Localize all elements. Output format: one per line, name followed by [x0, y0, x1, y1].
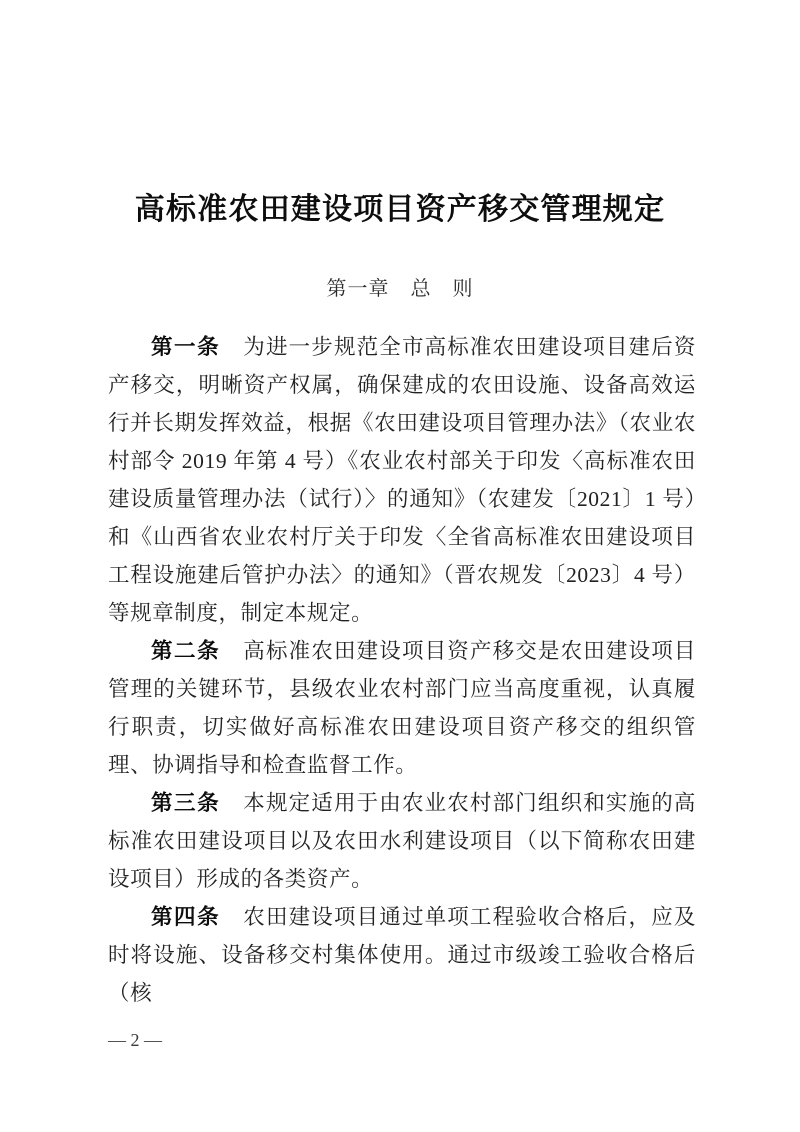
article-paragraph	[108, 632, 696, 784]
page-title: 高标准农田建设项目资产移交管理规定	[134, 193, 666, 227]
article-marker: 第二条	[151, 639, 221, 663]
article-paragraph	[108, 898, 696, 1012]
article-paragraph	[108, 328, 696, 632]
article-marker: 第一条	[151, 335, 221, 359]
article-marker: 第三条	[151, 791, 221, 815]
article-text: 农田建设项目通过单项工程验收合格后，应及时将设施、设备移交村集体使用。通过市级竣工验收合格后（核	[108, 905, 696, 1005]
article-text: 高标准农田建设项目资产移交是农田建设项目管理的关键环节，县级农业农村部门应当高度重视，认真履行职责，切实做好高标准农田建设项目资产移交的组织管理、协调指导和检查监督工作。	[108, 639, 696, 777]
page-number: — 2 —	[108, 1030, 162, 1050]
article-text: 本规定适用于由农业农村部门组织和实施的高标准农田建设项目以及农田水利建设项目（以下简称农田建设项目）形成的各类资产。	[108, 791, 696, 891]
document-body	[108, 328, 696, 1012]
chapter-heading: 第一章 总 则	[326, 277, 474, 300]
article-paragraph	[108, 784, 696, 898]
article-text: 为进一步规范全市高标准农田建设项目建后资产移交，明晰资产权属，确保建成的农田设施、设备高效运行并长期发挥效益，根据《农田建设项目管理办法》（农业农村部令 2019 年第 4 号）《农业农村部关于印发〈高标准农田建设质量管理办法（试行）〉的通知》（农建发〔2021〕1 号）和《山西省农业农村厅关于印发〈全省高标准农田建设项目工程设施建后管护办法〉的通知》（晋农规发〔2023〕4 号）等规章制度，制定本规定。	[108, 335, 696, 625]
article-marker: 第四条	[151, 905, 221, 929]
